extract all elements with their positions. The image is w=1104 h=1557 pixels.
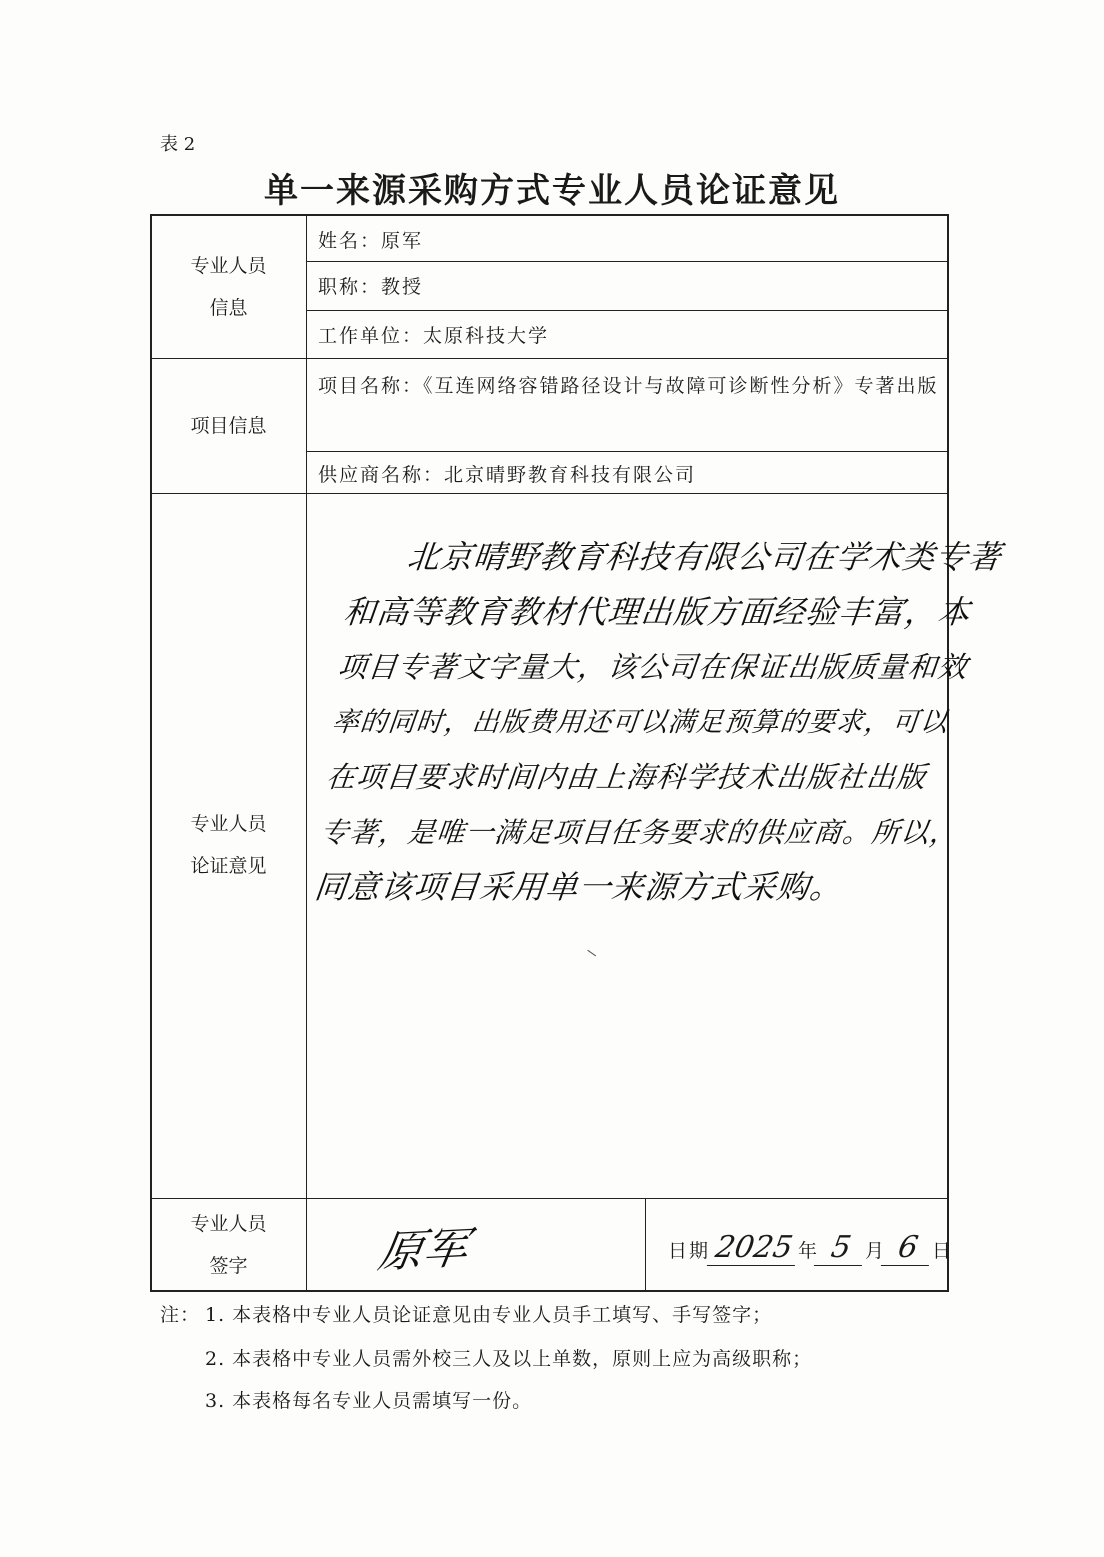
note-item: 3. 本表格每名专业人员需填写一份。: [205, 1390, 533, 1412]
document-title: 单一来源采购方式专业人员论证意见: [264, 171, 840, 211]
section-divider: [150, 358, 949, 359]
expert-employer: 工作单位：太原科技大学: [318, 325, 550, 347]
expert-name: 姓名：原军: [318, 230, 424, 252]
handwritten-signature: 原军: [374, 1222, 472, 1279]
opinion-line: 率的同时，出版费用还可以满足预算的要求，可以: [330, 707, 950, 738]
row-divider: [306, 310, 949, 311]
notes-prefix: 注：: [160, 1304, 201, 1326]
section-divider: [150, 493, 949, 494]
expert-info-label: [151, 245, 306, 329]
table-number: 表 2: [160, 134, 196, 155]
section-divider: [150, 1198, 949, 1199]
label-line: 专业人员: [190, 813, 267, 835]
signature-date: [668, 1230, 951, 1266]
opinion-label: [151, 803, 306, 887]
label-line: 专业人员: [190, 1213, 267, 1235]
date-day: 6: [881, 1230, 935, 1266]
label-line: 专业人员: [190, 255, 267, 277]
note-item: 2. 本表格中专业人员需外校三人及以上单数，原则上应为高级职称；: [205, 1348, 813, 1370]
year-unit: 年: [798, 1240, 818, 1262]
opinion-line: 和高等教育教材代理出版方面经验丰富，本: [341, 593, 973, 631]
opinion-line: 北京晴野教育科技有限公司在学术类专著: [405, 538, 1004, 576]
handwritten-opinion: [312, 530, 1004, 915]
date-month: 5: [814, 1230, 868, 1266]
opinion-line: 同意该项目采用单一来源方式采购。: [312, 868, 845, 906]
supplier-name: 供应商名称：北京晴野教育科技有限公司: [318, 464, 697, 486]
month-unit: 月: [865, 1240, 885, 1262]
opinion-line: 在项目要求时间内由上海科学技术出版社出版: [324, 760, 929, 794]
day-unit: 日: [932, 1240, 952, 1262]
opinion-line: 专著，是唯一满足项目任务要求的供应商。所以，: [318, 816, 961, 849]
project-name: 项目名称：《互连网络容错路径设计与故障可诊断性分析》专著出版: [318, 375, 939, 397]
label-line: 签字: [209, 1255, 248, 1277]
row-divider: [306, 451, 949, 452]
note-item: 1. 本表格中专业人员论证意见由专业人员手工填写、手写签字；: [205, 1304, 773, 1326]
date-column-divider: [645, 1198, 646, 1291]
row-divider: [306, 261, 949, 262]
signature-label: [151, 1203, 306, 1287]
expert-title: 职称：教授: [318, 276, 424, 298]
label-line: 论证意见: [190, 855, 267, 877]
label-column-divider: [306, 215, 307, 1291]
date-label: 日期: [668, 1240, 711, 1262]
date-year: 2025: [707, 1230, 801, 1266]
project-info-label: 项目信息: [190, 415, 267, 437]
label-line: 信息: [209, 297, 248, 319]
opinion-line: 项目专著文字量大，该公司在保证出版质量和效: [336, 650, 970, 684]
